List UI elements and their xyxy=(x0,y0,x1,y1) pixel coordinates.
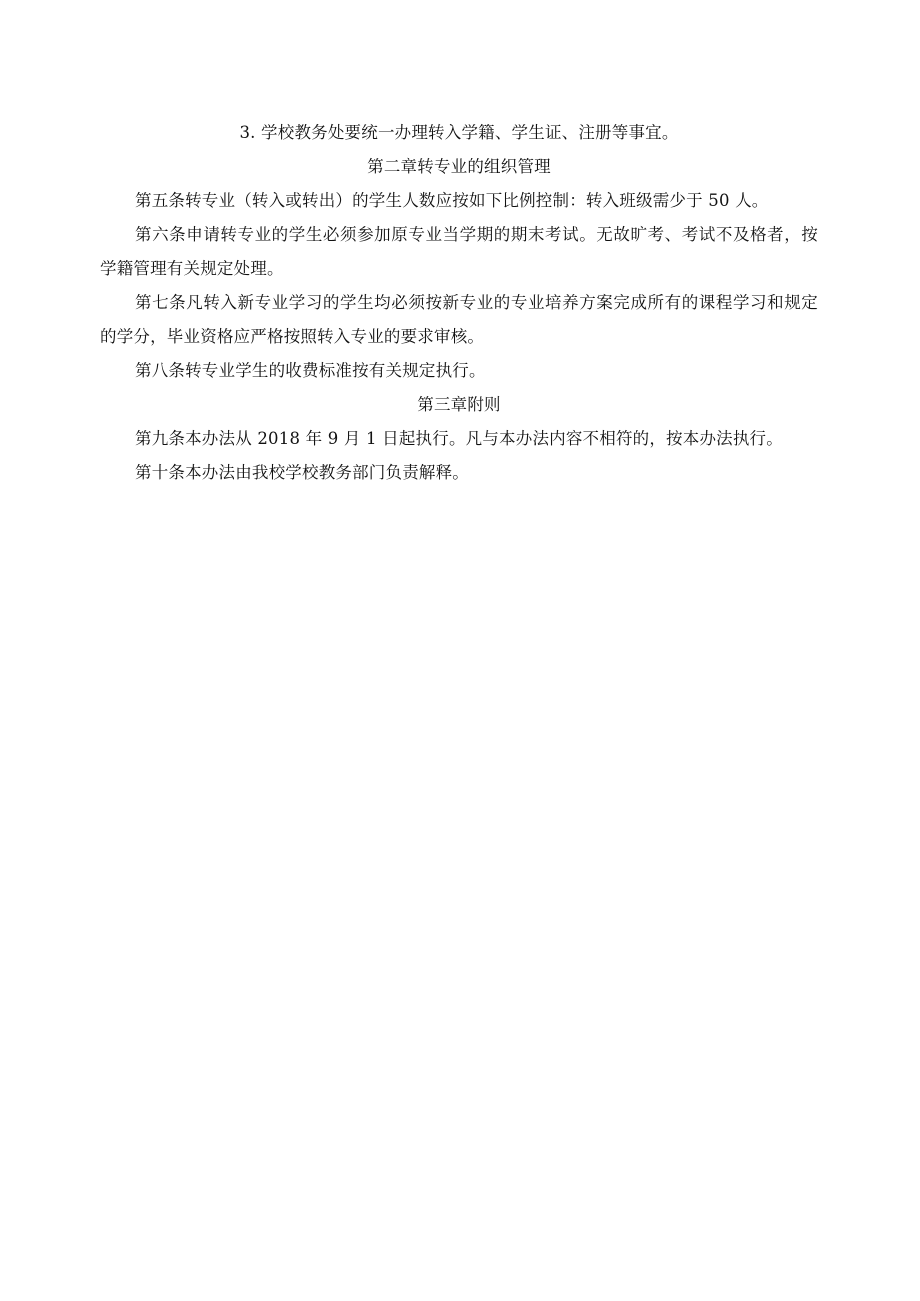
article-7-line-1: 第七条凡转入新专业学习的学生均必须按新专业的专业培养方案完成所有的课程学习和规定 xyxy=(135,293,818,312)
article-6-line-2: 学籍管理有关规定处理。 xyxy=(100,259,284,278)
document-body xyxy=(100,116,818,490)
article-5-paragraph: 第五条转专业（转入或转出）的学生人数应按如下比例控制：转入班级需少于 50 人。 xyxy=(135,191,769,210)
item-3-paragraph: 3. 学校教务处要统一办理转入学籍、学生证、注册等事宜。 xyxy=(239,123,679,142)
chapter-2-heading: 第二章转专业的组织管理 xyxy=(367,157,551,176)
article-7-line-2: 的学分，毕业资格应严格按照转入专业的要求审核。 xyxy=(100,327,485,346)
article-6-line-1: 第六条申请转专业的学生必须参加原专业当学期的期末考试。无故旷考、考试不及格者，按 xyxy=(135,225,818,244)
article-10-paragraph: 第十条本办法由我校学校教务部门负责解释。 xyxy=(135,463,469,482)
article-8-paragraph: 第八条转专业学生的收费标准按有关规定执行。 xyxy=(135,361,486,380)
chapter-3-heading: 第三章附则 xyxy=(417,395,501,414)
article-9-paragraph: 第九条本办法从 2018 年 9 月 1 日起执行。凡与本办法内容不相符的，按本办法执行。 xyxy=(135,429,783,448)
